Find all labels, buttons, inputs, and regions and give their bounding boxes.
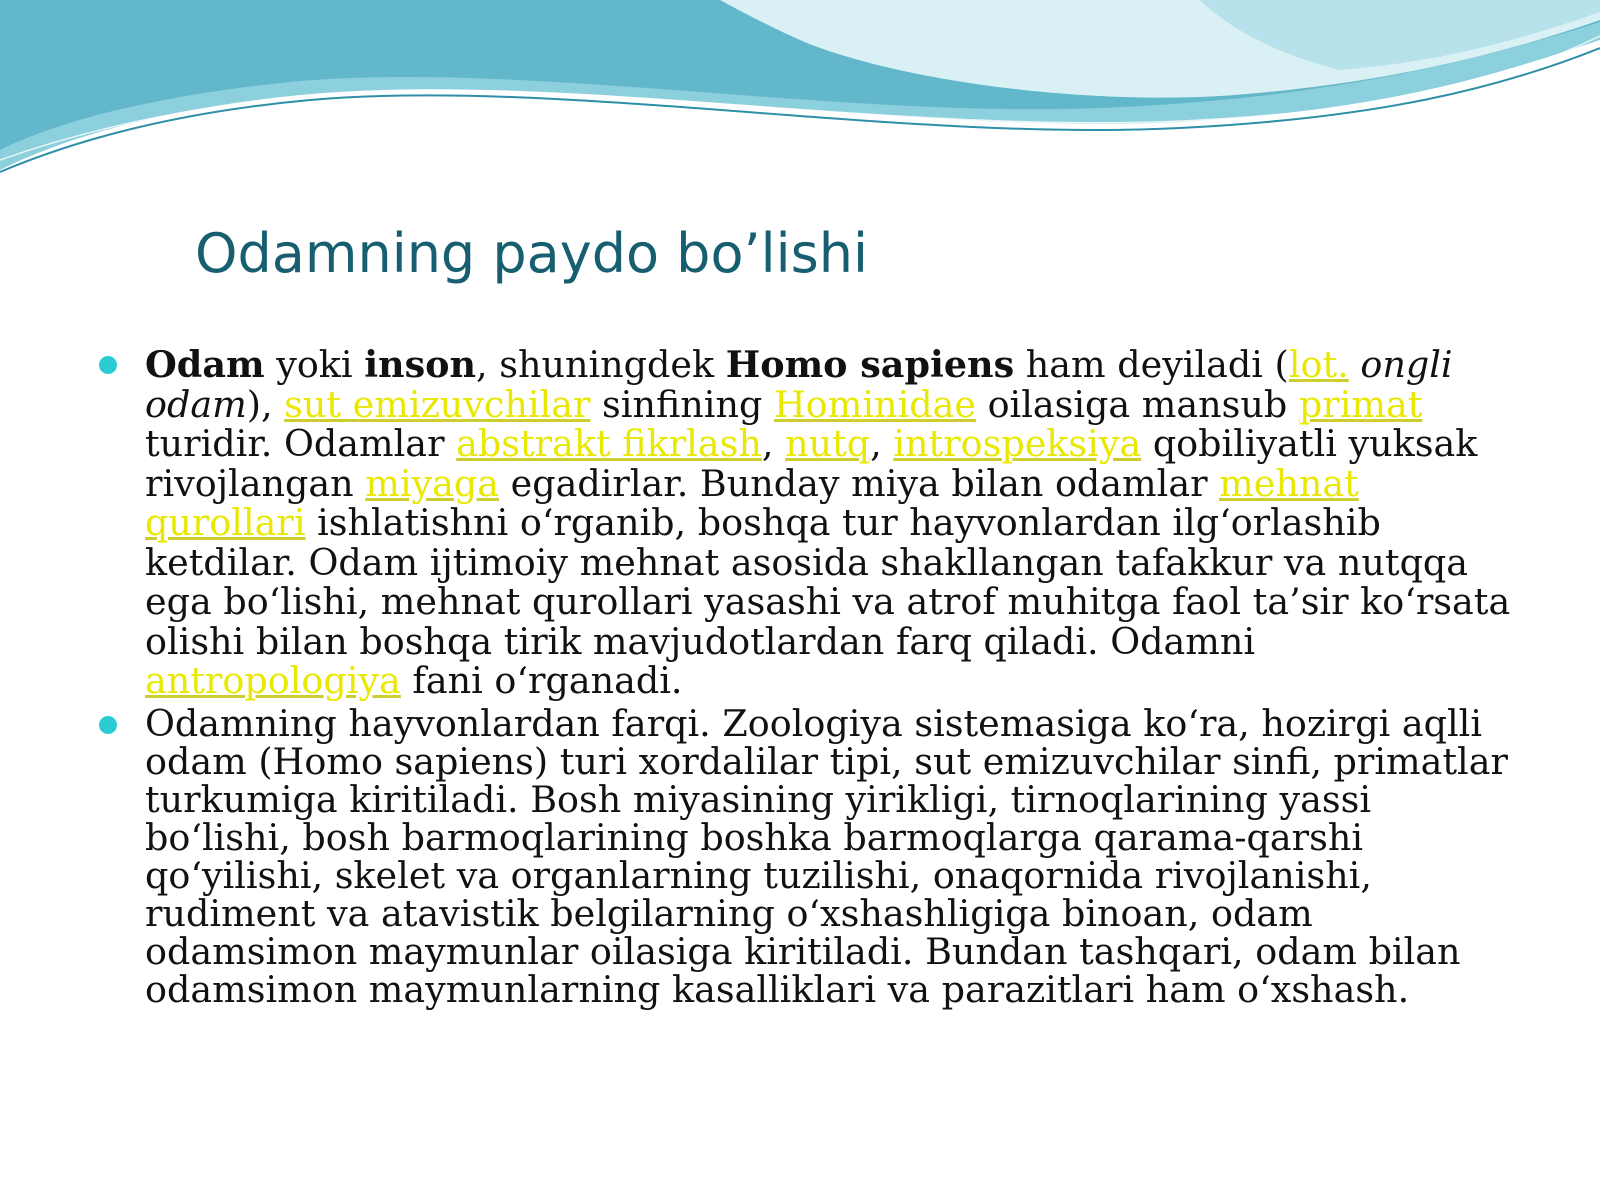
bullet-list — [95, 345, 1515, 1009]
text-segment: fani o‘rganadi. — [400, 659, 683, 702]
text-segment: sinfining — [590, 382, 774, 426]
link-miyaga[interactable]: miyaga — [365, 461, 500, 505]
link-mehnat-qurollari[interactable]: mehnat qurollari — [145, 461, 1359, 544]
link-hominidae[interactable]: Hominidae — [773, 382, 976, 426]
text-segment: ham deyiladi ( — [1014, 343, 1289, 386]
text-segment: oilasiga mansub — [975, 382, 1299, 426]
link-abstrakt-fikrlash[interactable]: abstrakt fikrlash — [456, 422, 762, 465]
text-segment: ongli odam — [145, 343, 1453, 426]
paragraph-text: Odamning hayvonlardan farqi. Zoologiya sistemasiga ko‘ra, hozirgi aqlli odam (Homo sapiens) turi xordalilar tipi, sut emizuvchilar sinfi, primatlar turkumiga kiritiladi. Bosh miyasining yirikligi, tirnoqlarining yassi bo‘lishi, bosh barmoqlarining boshka barmoqlarga qarama-qarshi qo‘yilishi, skelet va organlarning tuzilishi, onaqornida rivojlanishi, rudiment va atavistik belgilarning o‘xshashligiga binoan, odam odamsimon maymunlar oilasiga kiritiladi. Bundan tashqari, odam bilan odamsimon maymunlarning kasalliklari va parazitlari ham o‘xshash. — [145, 701, 1508, 1011]
text-segment: Homo sapiens — [725, 343, 1015, 386]
list-item — [95, 345, 1515, 701]
text-segment: ishlatishni o‘rganib, boshqa tur hayvonlardan ilg‘orlashib ketdilar. Odam ijtimoiy mehnat asosida shakllangan tafakkur va nutqqa ega bo‘lishi, mehnat qurollari yasashi va atrof muhitga faol ta’sir ko‘rsata olishi bilan boshqa tirik mavjudotlardan farq qiladi. Odamni — [145, 501, 1511, 663]
text-segment — [1349, 343, 1361, 386]
bullet-icon — [99, 356, 117, 374]
text-segment: egadirlar. Bunday miya bilan odamlar — [499, 461, 1220, 505]
wave-decoration — [0, 0, 1600, 200]
bullet-icon — [99, 716, 117, 734]
text-segment: yoki — [264, 343, 365, 386]
text-segment: ), — [246, 382, 285, 426]
list-item — [95, 701, 1515, 1011]
link-lot[interactable]: lot. — [1288, 343, 1349, 386]
link-antropologiya[interactable]: antropologiya — [145, 659, 401, 702]
text-segment: , — [761, 422, 786, 465]
text-segment: , shuningdek — [476, 343, 726, 386]
link-nutq[interactable]: nutq — [785, 422, 871, 465]
text-segment: Odam — [145, 343, 265, 386]
slide-title: Odamning paydo bo’lishi — [195, 222, 869, 285]
link-primat[interactable]: primat — [1298, 382, 1423, 426]
text-segment: turidir. Odamlar — [145, 422, 457, 465]
text-segment: inson — [364, 343, 477, 386]
text-segment: qobiliyatli yuksak rivojlangan — [145, 422, 1478, 505]
link-sut-emizuvchilar[interactable]: sut emizuvchilar — [284, 382, 591, 426]
link-introspeksiya[interactable]: introspeksiya — [893, 422, 1142, 465]
text-segment: , — [870, 422, 894, 465]
